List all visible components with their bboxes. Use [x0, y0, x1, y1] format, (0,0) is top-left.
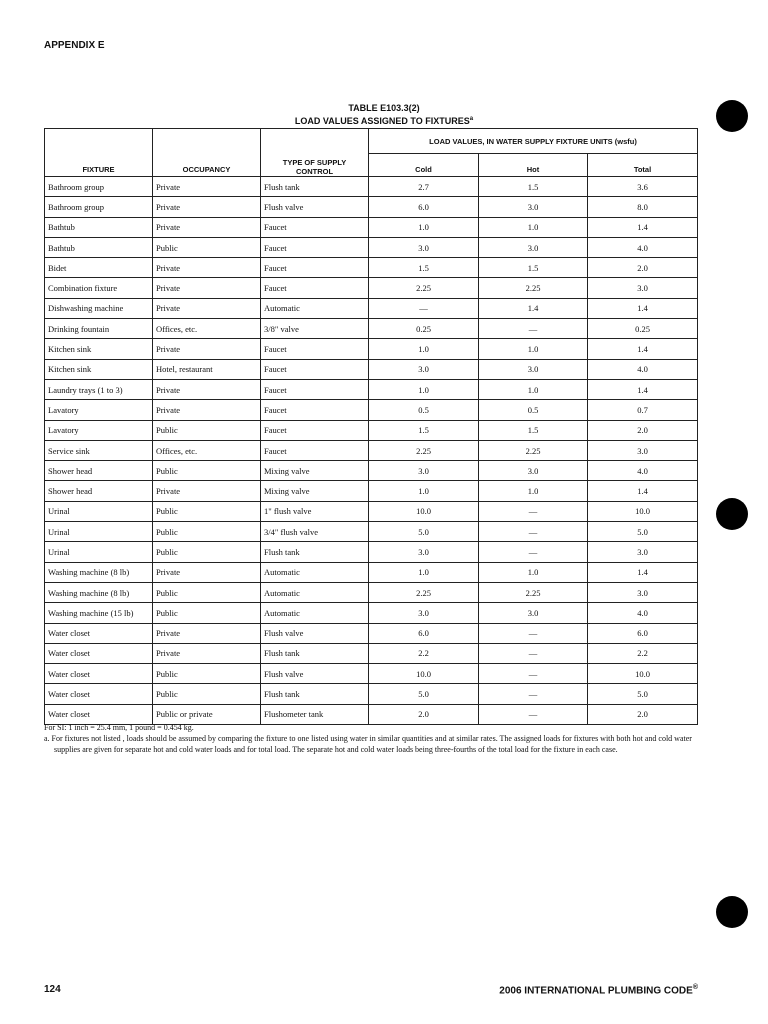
cell-supply-control: Faucet	[261, 359, 369, 379]
cell-fixture: Bathtub	[45, 237, 153, 257]
table-row	[45, 542, 698, 562]
cell-occupancy: Public	[153, 603, 261, 623]
cell-occupancy: Private	[153, 400, 261, 420]
cell-fixture: Kitchen sink	[45, 359, 153, 379]
cell-hot: —	[479, 643, 588, 663]
cell-cold: 6.0	[369, 197, 479, 217]
cell-total: 8.0	[588, 197, 698, 217]
cell-total: 1.4	[588, 481, 698, 501]
cell-occupancy: Public	[153, 582, 261, 602]
cell-fixture: Kitchen sink	[45, 339, 153, 359]
binder-hole-middle	[716, 498, 748, 530]
cell-fixture: Lavatory	[45, 420, 153, 440]
cell-hot: 2.25	[479, 278, 588, 298]
cell-fixture: Laundry trays (1 to 3)	[45, 379, 153, 399]
cell-occupancy: Public	[153, 461, 261, 481]
cell-fixture: Water closet	[45, 643, 153, 663]
cell-occupancy: Private	[153, 217, 261, 237]
cell-hot: —	[479, 623, 588, 643]
cell-supply-control: Automatic	[261, 562, 369, 582]
cell-hot: 3.0	[479, 197, 588, 217]
cell-hot: 0.5	[479, 400, 588, 420]
cell-total: 0.7	[588, 400, 698, 420]
cell-supply-control: 3/4" flush valve	[261, 522, 369, 542]
table-row	[45, 461, 698, 481]
cell-total: 3.0	[588, 278, 698, 298]
cell-fixture: Water closet	[45, 704, 153, 724]
cell-fixture: Urinal	[45, 542, 153, 562]
table-body	[45, 177, 698, 725]
table-row	[45, 359, 698, 379]
cell-cold: 3.0	[369, 237, 479, 257]
cell-supply-control: Faucet	[261, 339, 369, 359]
cell-cold: 1.5	[369, 420, 479, 440]
col-header-supply-control: TYPE OF SUPPLY CONTROL	[261, 129, 369, 177]
cell-cold: 2.25	[369, 582, 479, 602]
cell-fixture: Bathroom group	[45, 177, 153, 197]
cell-total: 5.0	[588, 684, 698, 704]
cell-supply-control: Faucet	[261, 400, 369, 420]
cell-cold: —	[369, 298, 479, 318]
cell-supply-control: 1" flush valve	[261, 501, 369, 521]
book-title: 2006 INTERNATIONAL PLUMBING CODE®	[499, 984, 698, 997]
cell-fixture: Service sink	[45, 440, 153, 460]
cell-hot: 2.25	[479, 440, 588, 460]
cell-supply-control: Flush tank	[261, 643, 369, 663]
registered-mark: ®	[692, 984, 698, 991]
cell-cold: 0.25	[369, 319, 479, 339]
table-row	[45, 440, 698, 460]
table-row	[45, 481, 698, 501]
table-row	[45, 603, 698, 623]
table-row	[45, 643, 698, 663]
cell-fixture: Drinking fountain	[45, 319, 153, 339]
cell-fixture: Urinal	[45, 501, 153, 521]
cell-cold: 3.0	[369, 603, 479, 623]
cell-total: 1.4	[588, 339, 698, 359]
cell-occupancy: Private	[153, 298, 261, 318]
cell-supply-control: Flush valve	[261, 197, 369, 217]
cell-occupancy: Private	[153, 278, 261, 298]
cell-hot: 3.0	[479, 237, 588, 257]
load-values-table	[44, 128, 698, 725]
cell-hot: 1.0	[479, 379, 588, 399]
cell-supply-control: 3/8" valve	[261, 319, 369, 339]
cell-supply-control: Automatic	[261, 582, 369, 602]
cell-cold: 10.0	[369, 501, 479, 521]
cell-cold: 2.2	[369, 643, 479, 663]
cell-hot: 1.5	[479, 177, 588, 197]
cell-cold: 1.0	[369, 339, 479, 359]
cell-total: 3.6	[588, 177, 698, 197]
cell-occupancy: Private	[153, 177, 261, 197]
cell-cold: 2.25	[369, 278, 479, 298]
col-header-occupancy: OCCUPANCY	[153, 129, 261, 177]
cell-fixture: Washing machine (15 lb)	[45, 603, 153, 623]
cell-supply-control: Faucet	[261, 379, 369, 399]
cell-occupancy: Private	[153, 339, 261, 359]
cell-total: 4.0	[588, 237, 698, 257]
cell-hot: —	[479, 522, 588, 542]
cell-occupancy: Public	[153, 420, 261, 440]
cell-occupancy: Public	[153, 237, 261, 257]
cell-cold: 3.0	[369, 542, 479, 562]
col-header-load-values: LOAD VALUES, IN WATER SUPPLY FIXTURE UNITS (wsfu)	[369, 129, 698, 154]
cell-supply-control: Automatic	[261, 603, 369, 623]
table-row	[45, 177, 698, 197]
table-row	[45, 197, 698, 217]
cell-fixture: Bathroom group	[45, 197, 153, 217]
cell-total: 3.0	[588, 440, 698, 460]
cell-occupancy: Public	[153, 542, 261, 562]
cell-fixture: Lavatory	[45, 400, 153, 420]
cell-occupancy: Private	[153, 623, 261, 643]
page-number: 124	[44, 984, 61, 995]
cell-supply-control: Faucet	[261, 258, 369, 278]
cell-total: 2.0	[588, 258, 698, 278]
cell-cold: 1.5	[369, 258, 479, 278]
cell-occupancy: Private	[153, 643, 261, 663]
cell-fixture: Combination fixture	[45, 278, 153, 298]
cell-cold: 0.5	[369, 400, 479, 420]
table-row	[45, 684, 698, 704]
table-number: TABLE E103.3(2)	[348, 103, 420, 113]
col-header-cold: Cold	[369, 154, 479, 177]
cell-total: 1.4	[588, 379, 698, 399]
cell-cold: 3.0	[369, 461, 479, 481]
cell-cold: 2.0	[369, 704, 479, 724]
table-row	[45, 501, 698, 521]
table-row	[45, 379, 698, 399]
col-header-total: Total	[588, 154, 698, 177]
cell-fixture: Shower head	[45, 461, 153, 481]
cell-hot: 1.0	[479, 481, 588, 501]
cell-supply-control: Faucet	[261, 237, 369, 257]
cell-hot: 1.5	[479, 420, 588, 440]
cell-hot: 1.0	[479, 217, 588, 237]
col-header-fixture: FIXTURE	[45, 129, 153, 177]
cell-hot: —	[479, 319, 588, 339]
cell-occupancy: Private	[153, 481, 261, 501]
cell-supply-control: Flush valve	[261, 623, 369, 643]
cell-hot: —	[479, 542, 588, 562]
table-row	[45, 420, 698, 440]
cell-hot: —	[479, 704, 588, 724]
cell-cold: 2.25	[369, 440, 479, 460]
cell-occupancy: Private	[153, 379, 261, 399]
cell-fixture: Water closet	[45, 684, 153, 704]
table-caption: LOAD VALUES ASSIGNED TO FIXTURES$^a$	[294, 116, 474, 126]
table-row	[45, 400, 698, 420]
cell-supply-control: Faucet	[261, 217, 369, 237]
cell-hot: 1.0	[479, 562, 588, 582]
cell-supply-control: Faucet	[261, 440, 369, 460]
cell-total: 4.0	[588, 461, 698, 481]
cell-hot: 1.4	[479, 298, 588, 318]
cell-total: 5.0	[588, 522, 698, 542]
cell-supply-control: Automatic	[261, 298, 369, 318]
cell-hot: —	[479, 664, 588, 684]
table-row	[45, 237, 698, 257]
table-row	[45, 339, 698, 359]
cell-occupancy: Public	[153, 522, 261, 542]
cell-total: 3.0	[588, 542, 698, 562]
cell-cold: 6.0	[369, 623, 479, 643]
cell-total: 6.0	[588, 623, 698, 643]
cell-total: 2.2	[588, 643, 698, 663]
table-row	[45, 217, 698, 237]
table-footnotes	[44, 722, 700, 755]
table-row	[45, 258, 698, 278]
cell-occupancy: Hotel, restaurant	[153, 359, 261, 379]
cell-cold: 1.0	[369, 217, 479, 237]
cell-occupancy: Private	[153, 562, 261, 582]
cell-hot: 2.25	[479, 582, 588, 602]
cell-total: 2.0	[588, 704, 698, 724]
cell-supply-control: Flush tank	[261, 684, 369, 704]
cell-supply-control: Flush tank	[261, 177, 369, 197]
cell-fixture: Dishwashing machine	[45, 298, 153, 318]
cell-occupancy: Public	[153, 684, 261, 704]
cell-fixture: Water closet	[45, 664, 153, 684]
table-row	[45, 319, 698, 339]
cell-occupancy: Offices, etc.	[153, 440, 261, 460]
col-header-hot: Hot	[479, 154, 588, 177]
table-row	[45, 522, 698, 542]
cell-supply-control: Faucet	[261, 420, 369, 440]
table-row	[45, 664, 698, 684]
cell-hot: —	[479, 684, 588, 704]
cell-cold: 3.0	[369, 359, 479, 379]
table-title	[0, 103, 768, 127]
cell-cold: 1.0	[369, 562, 479, 582]
cell-supply-control: Flushometer tank	[261, 704, 369, 724]
cell-cold: 1.0	[369, 481, 479, 501]
si-conversion-note: For SI: 1 inch = 25.4 mm, 1 pound = 0.454 kg.	[44, 723, 194, 732]
cell-fixture: Washing machine (8 lb)	[45, 582, 153, 602]
cell-fixture: Bidet	[45, 258, 153, 278]
cell-total: 4.0	[588, 603, 698, 623]
table-row	[45, 623, 698, 643]
cell-supply-control: Faucet	[261, 278, 369, 298]
table-row	[45, 582, 698, 602]
cell-supply-control: Mixing valve	[261, 461, 369, 481]
cell-supply-control: Flush tank	[261, 542, 369, 562]
cell-total: 4.0	[588, 359, 698, 379]
cell-hot: —	[479, 501, 588, 521]
cell-occupancy: Private	[153, 258, 261, 278]
section-header: APPENDIX E	[44, 40, 105, 51]
cell-cold: 10.0	[369, 664, 479, 684]
table-row	[45, 562, 698, 582]
cell-total: 0.25	[588, 319, 698, 339]
cell-occupancy: Private	[153, 197, 261, 217]
cell-hot: 3.0	[479, 603, 588, 623]
cell-hot: 1.5	[479, 258, 588, 278]
cell-total: 1.4	[588, 217, 698, 237]
binder-hole-bottom	[716, 896, 748, 928]
cell-occupancy: Public or private	[153, 704, 261, 724]
cell-total: 10.0	[588, 664, 698, 684]
cell-fixture: Shower head	[45, 481, 153, 501]
cell-cold: 1.0	[369, 379, 479, 399]
footnote-a: a. For fixtures not listed , loads should be assumed by comparing the fixture to one listed using water in similar quantities and at similar rates. The assigned loads for fixtures with both hot and cold water supplies are given for separate hot and cold water loads and for total load. The separate hot and cold water loads being three-fourths of the total load for the fixture in each case.	[44, 734, 692, 754]
cell-cold: 2.7	[369, 177, 479, 197]
cell-occupancy: Offices, etc.	[153, 319, 261, 339]
cell-fixture: Urinal	[45, 522, 153, 542]
cell-total: 2.0	[588, 420, 698, 440]
cell-fixture: Water closet	[45, 623, 153, 643]
cell-occupancy: Public	[153, 501, 261, 521]
cell-total: 10.0	[588, 501, 698, 521]
cell-fixture: Bathtub	[45, 217, 153, 237]
cell-occupancy: Public	[153, 664, 261, 684]
cell-cold: 5.0	[369, 522, 479, 542]
table-row	[45, 298, 698, 318]
cell-supply-control: Flush valve	[261, 664, 369, 684]
cell-fixture: Washing machine (8 lb)	[45, 562, 153, 582]
cell-total: 3.0	[588, 582, 698, 602]
cell-hot: 1.0	[479, 339, 588, 359]
cell-cold: 5.0	[369, 684, 479, 704]
cell-hot: 3.0	[479, 359, 588, 379]
cell-total: 1.4	[588, 562, 698, 582]
cell-hot: 3.0	[479, 461, 588, 481]
title-footnote-mark: a	[469, 116, 474, 122]
table-row	[45, 278, 698, 298]
cell-supply-control: Mixing valve	[261, 481, 369, 501]
cell-total: 1.4	[588, 298, 698, 318]
